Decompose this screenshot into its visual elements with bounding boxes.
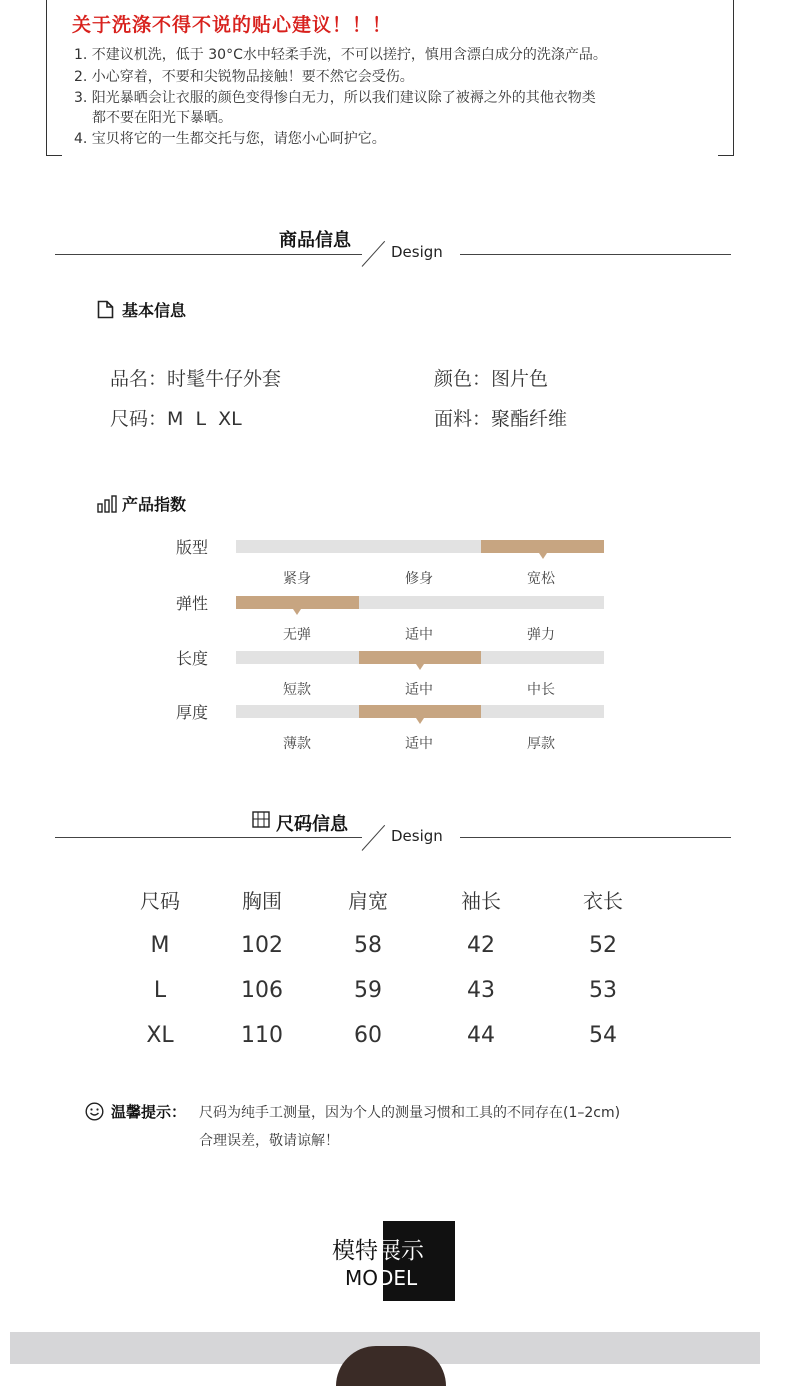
model-title-en xyxy=(345,1266,417,1290)
index-option: 中长 xyxy=(527,682,555,698)
size-table-cell: 52 xyxy=(589,933,617,958)
index-track xyxy=(236,651,604,664)
model-title-cn-b: 展示 xyxy=(378,1238,424,1264)
design-label: Design xyxy=(391,827,443,845)
design-label: Design xyxy=(391,243,443,261)
index-option: 紧身 xyxy=(283,571,311,587)
index-track xyxy=(236,540,604,553)
slash-divider xyxy=(362,241,385,267)
index-option: 宽松 xyxy=(527,571,555,587)
size-table-header: 胸围 xyxy=(242,889,282,913)
care-line-3b: 都不要在阳光下暴晒。 xyxy=(92,110,232,126)
index-level-fill xyxy=(236,596,359,609)
product-fabric: 面料：聚酯纤维 xyxy=(434,408,568,430)
size-table-cell: 42 xyxy=(467,933,495,958)
index-option: 适中 xyxy=(405,682,433,698)
index-option: 修身 xyxy=(405,571,433,587)
index-option: 短款 xyxy=(283,682,311,698)
size-table-cell: M xyxy=(150,933,170,958)
model-title-cn-a: 模特 xyxy=(332,1238,378,1264)
index-option: 厚款 xyxy=(527,736,555,752)
product-sizes: 尺码：M L XL xyxy=(110,408,242,430)
index-track xyxy=(236,596,604,609)
index-pointer xyxy=(416,664,424,670)
index-track xyxy=(236,705,604,718)
index-row-label: 厚度 xyxy=(176,703,209,722)
size-table-cell: XL xyxy=(146,1023,174,1048)
tip-line-1: 尺码为纯手工测量，因为个人的测量习惯和工具的不同存在(1–2cm) xyxy=(199,1105,621,1121)
index-option: 薄款 xyxy=(283,736,311,752)
bar-chart-icon xyxy=(97,495,117,517)
model-title-cn xyxy=(332,1232,424,1265)
size-table-cell: 58 xyxy=(354,933,382,958)
size-table-cell: 43 xyxy=(467,978,495,1003)
index-option: 适中 xyxy=(405,736,433,752)
model-title-en-b: DEL xyxy=(378,1266,418,1290)
size-info-title: 尺码信息 xyxy=(276,814,348,835)
size-table-cell: L xyxy=(153,978,167,1003)
index-pointer xyxy=(293,609,301,615)
index-row-label: 版型 xyxy=(176,538,209,557)
index-row-label: 弹性 xyxy=(176,594,209,613)
ruler-grid-icon xyxy=(252,811,270,832)
size-table-header: 肩宽 xyxy=(348,889,388,913)
care-title: 关于洗涤不得不说的贴心建议！！！ xyxy=(72,14,393,36)
product-index-title: 产品指数 xyxy=(122,495,187,514)
care-line-1: 1. 不建议机洗，低于 30°C水中轻柔手洗，不可以搓拧，慎用含漂白成分的洗涤产品。 xyxy=(74,47,607,63)
index-option: 弹力 xyxy=(527,627,555,643)
tip-line-2: 合理误差，敬请谅解！ xyxy=(199,1133,339,1149)
index-level-fill xyxy=(481,540,604,553)
product-info-title: 商品信息 xyxy=(279,230,351,251)
index-pointer xyxy=(416,718,424,724)
index-level-fill xyxy=(359,651,482,664)
care-line-4: 4. 宝贝将它的一生都交托与您，请您小心呵护它。 xyxy=(74,131,386,147)
basic-info-title: 基本信息 xyxy=(122,301,187,320)
section-divider-right xyxy=(460,837,731,838)
size-table-cell: 106 xyxy=(241,978,283,1003)
size-table-header: 衣长 xyxy=(583,889,623,913)
index-option: 适中 xyxy=(405,627,433,643)
section-divider-left xyxy=(55,254,362,255)
model-title-en-a: MO xyxy=(345,1266,378,1290)
size-table-cell: 102 xyxy=(241,933,283,958)
section-divider-left xyxy=(55,837,362,838)
size-table-cell: 110 xyxy=(241,1023,283,1048)
smiley-icon xyxy=(85,1102,104,1125)
index-row-label: 长度 xyxy=(176,649,209,668)
product-name: 品名：时髦牛仔外套 xyxy=(110,368,282,390)
size-table-cell: 44 xyxy=(467,1023,495,1048)
size-table-header: 袖长 xyxy=(461,889,501,913)
index-level-fill xyxy=(359,705,482,718)
index-option: 无弹 xyxy=(283,627,311,643)
size-table-cell: 60 xyxy=(354,1023,382,1048)
size-table-cell: 53 xyxy=(589,978,617,1003)
slash-divider xyxy=(362,825,385,851)
index-pointer xyxy=(539,553,547,559)
size-table-header: 尺码 xyxy=(140,889,180,913)
section-divider-right xyxy=(460,254,731,255)
care-line-2: 2. 小心穿着，不要和尖锐物品接触！要不然它会受伤。 xyxy=(74,69,414,85)
care-line-3: 3. 阳光暴晒会让衣服的颜色变得惨白无力，所以我们建议除了被褥之外的其他衣物类 xyxy=(74,90,596,106)
product-color: 颜色：图片色 xyxy=(434,368,549,390)
size-table-cell: 54 xyxy=(589,1023,617,1048)
tip-label: 温馨提示： xyxy=(111,1103,187,1121)
document-icon xyxy=(97,300,114,323)
size-table-cell: 59 xyxy=(354,978,382,1003)
